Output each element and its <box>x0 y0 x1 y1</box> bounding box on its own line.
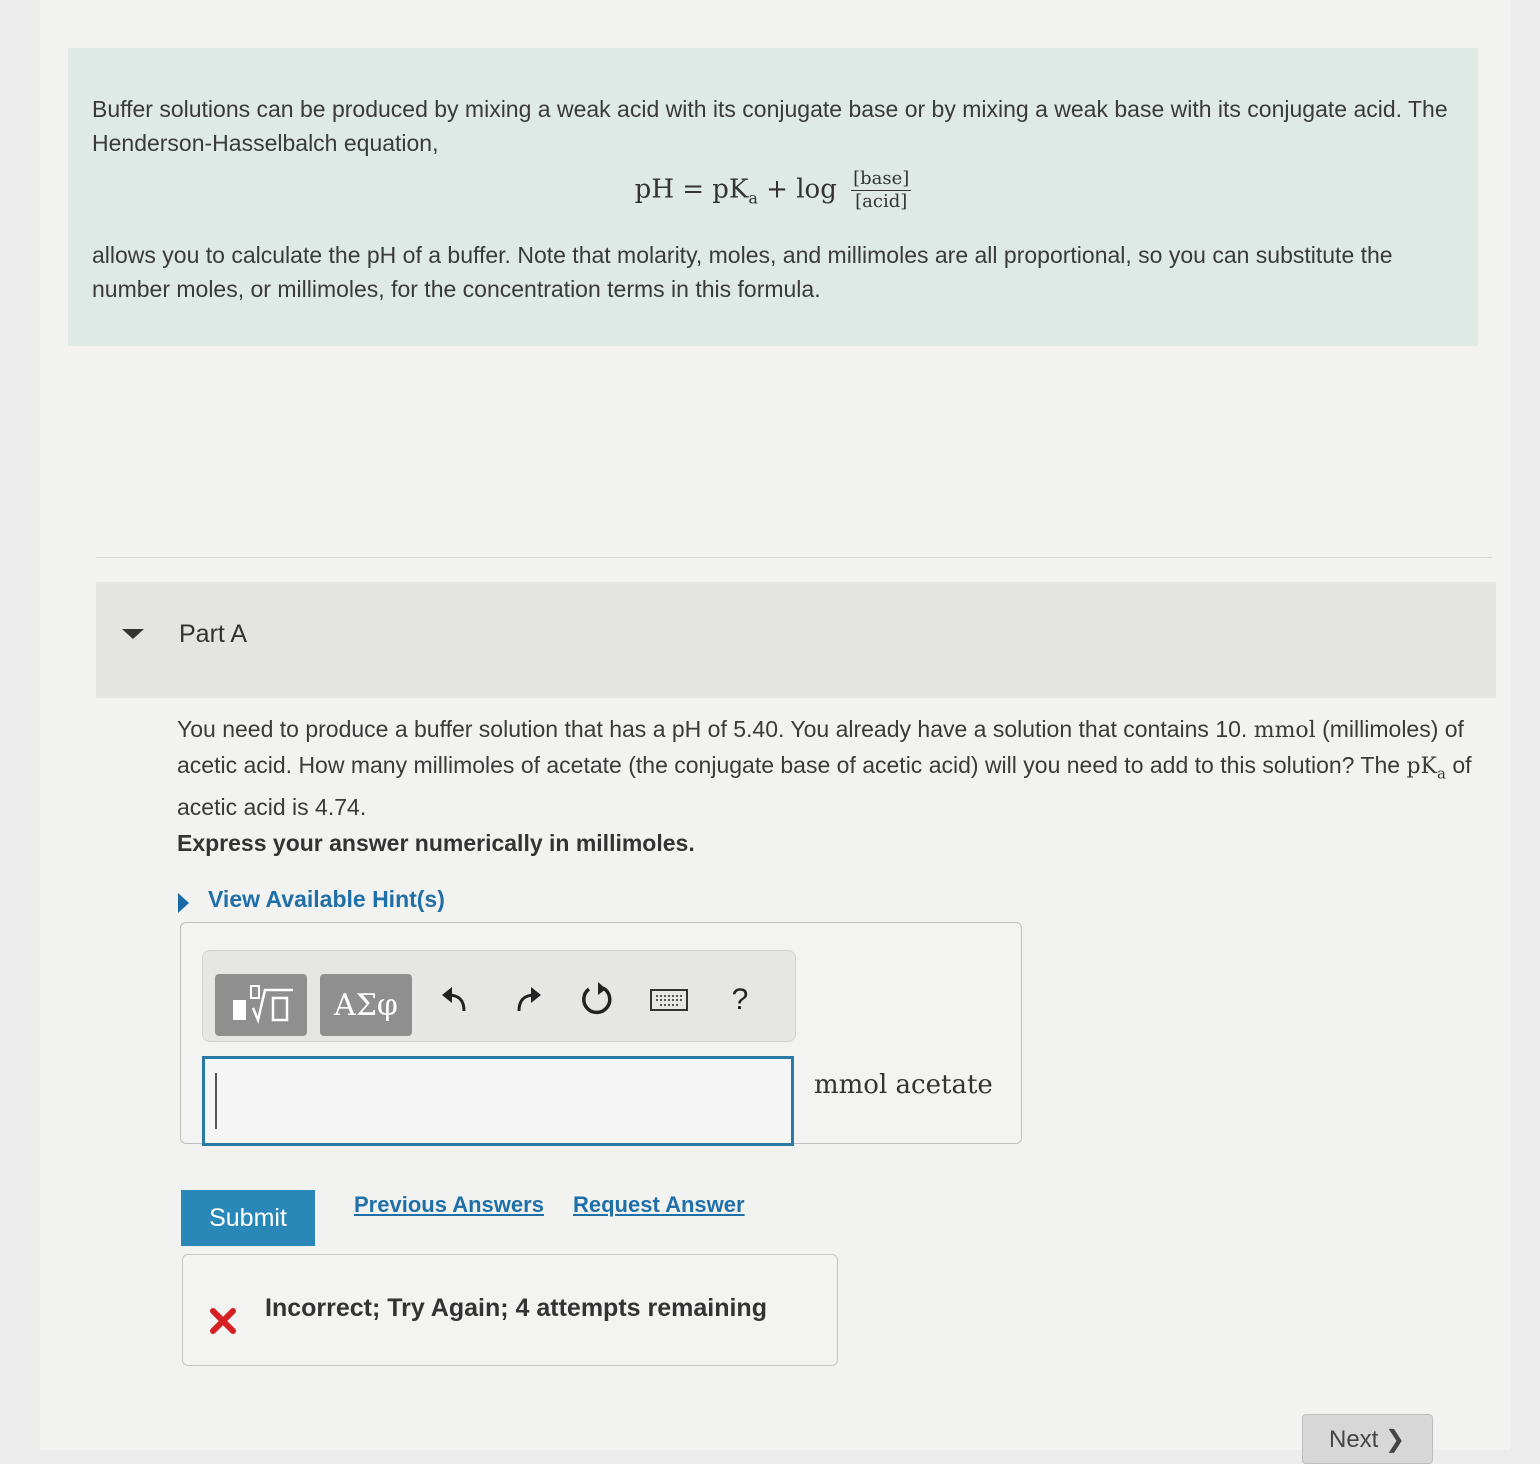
question-text-c: of acetic acid is 4.74. <box>177 752 1472 821</box>
equation-denominator: [acid] <box>855 191 908 212</box>
collapse-caret-icon[interactable] <box>122 629 144 639</box>
feedback-message: Incorrect; Try Again; 4 attempts remaining <box>265 1294 767 1322</box>
keyboard-icon[interactable] <box>647 978 691 1022</box>
templates-button[interactable] <box>215 974 307 1036</box>
view-hints-link[interactable]: View Available Hint(s) <box>208 886 445 912</box>
pka-symbol: pK <box>1406 754 1437 779</box>
request-answer-link[interactable]: Request Answer <box>573 1192 745 1217</box>
section-divider <box>96 557 1492 558</box>
answer-unit-label: mmol acetate <box>814 1070 993 1100</box>
incorrect-x-icon <box>208 1306 238 1336</box>
equation-log: + log <box>757 174 837 205</box>
hint-expand-icon[interactable] <box>178 893 189 913</box>
equation-lhs: pH = pK <box>634 174 749 205</box>
part-header[interactable] <box>96 582 1496 698</box>
answer-input[interactable] <box>202 1056 794 1146</box>
question-text-a: You need to produce a buffer solution that has a pH of 5.40. You already have a solution that contains 10. <box>177 716 1248 742</box>
intro-text-2: allows you to calculate the pH of a buffer. Note that molarity, moles, and millimoles are all proportional, so you can substitute the number moles, or millimoles, for the concentration terms in this formula. <box>92 241 1393 302</box>
submit-button[interactable]: Submit <box>181 1190 315 1246</box>
redo-icon[interactable] <box>506 978 550 1022</box>
help-icon[interactable]: ? <box>731 983 749 1016</box>
next-label: Next <box>1329 1426 1379 1453</box>
question-pka <box>1406 754 1446 783</box>
equation-numerator: [base] <box>853 168 910 189</box>
chevron-right-icon: ❯ <box>1385 1426 1406 1453</box>
intro-panel <box>68 48 1478 346</box>
henderson-hasselbalch-equation <box>92 168 1454 216</box>
templates-icon <box>221 980 301 1030</box>
pka-subscript: a <box>1437 764 1446 783</box>
previous-answers-link[interactable]: Previous Answers <box>354 1192 544 1217</box>
intro-text-1: Buffer solutions can be produced by mixing a weak acid with its conjugate base or by mixing a weak base with its conjugate acid. The Henderson-Hasselbalch equation, <box>92 96 1448 156</box>
question-text-b: (millimoles) of acetic acid. How many millimoles of acetate (the conjugate base of acetic acid) will you need to add to this solution? The <box>177 716 1464 778</box>
question-unit-mmol: mmol <box>1253 718 1316 743</box>
question-text <box>177 712 1497 824</box>
next-button[interactable] <box>1302 1414 1433 1464</box>
answer-instruction: Express your answer numerically in millimoles. <box>177 830 695 856</box>
greek-symbols-button[interactable]: ΑΣφ <box>320 974 412 1036</box>
part-title[interactable]: Part A <box>179 620 248 648</box>
text-cursor <box>215 1073 217 1129</box>
undo-icon[interactable] <box>433 978 477 1022</box>
equation-fraction <box>851 168 911 213</box>
equation-sub: a <box>748 188 758 208</box>
reset-icon[interactable] <box>575 978 619 1022</box>
